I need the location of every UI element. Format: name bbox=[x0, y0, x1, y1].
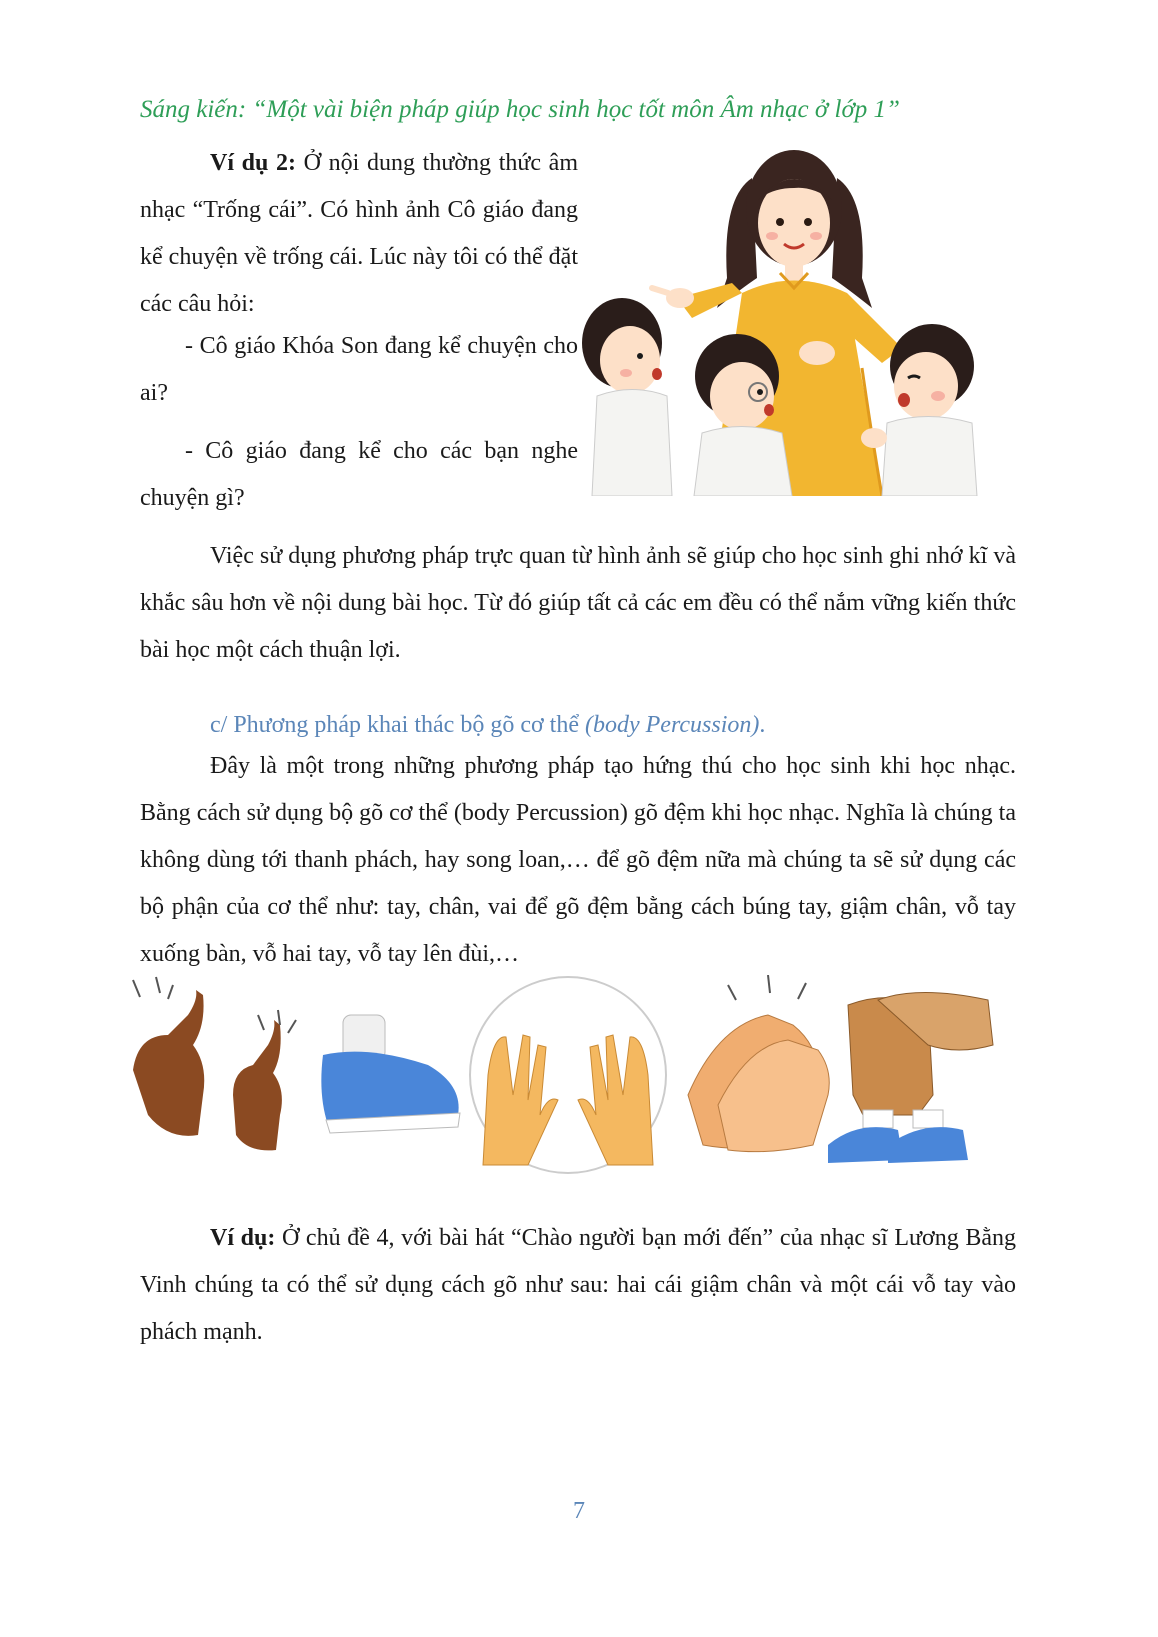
finger-snap-hand-2 bbox=[233, 1010, 296, 1150]
teacher-storytelling-illustration bbox=[582, 138, 984, 496]
finger-snap-hand-1 bbox=[133, 977, 204, 1136]
question-1: - Cô giáo Khóa Son đang kể chuyện cho ai? bbox=[140, 333, 578, 406]
subheading-end: . bbox=[759, 712, 766, 738]
subheading-italic: (body Percussion) bbox=[584, 712, 760, 738]
stomping-shoe bbox=[321, 1015, 460, 1133]
child-left bbox=[582, 298, 672, 496]
example-2-paragraph bbox=[140, 140, 578, 328]
example-text: Ở chủ đề 4, với bài hát “Chào người bạn mới đến” của nhạc sĩ Lương Bằng Vinh chúng ta có thể sử dụng cách gõ như sau: hai cái giậm chân và một cái vỗ tay vào phách mạnh. bbox=[140, 1225, 1017, 1345]
clapping-hands bbox=[688, 975, 829, 1152]
body-percussion-illustrations bbox=[128, 975, 1008, 1175]
example-2-text: Ở nội dung thường thức âm nhạc “Trống cái”. Có hình ảnh Cô giáo đang kể chuyện về trống cái. Lúc này tôi có thể đặt các câu hỏi: bbox=[140, 150, 579, 317]
example-label: Ví dụ: bbox=[210, 1225, 276, 1251]
subheading-text: c/ Phương pháp khai thác bộ gõ cơ thể bbox=[210, 712, 585, 738]
subheading-body-percussion bbox=[210, 712, 765, 739]
page-number: 7 bbox=[573, 1498, 585, 1524]
knee-slap-legs bbox=[828, 993, 993, 1164]
document-header: Sáng kiến: “Một vài biện pháp giúp học sinh học tốt môn Âm nhạc ở lớp 1” bbox=[140, 96, 900, 123]
question-2: - Cô giáo đang kể cho các bạn nghe chuyện gì? bbox=[140, 438, 578, 511]
visual-method-paragraph: Việc sử dụng phương pháp trực quan từ hình ảnh sẽ giúp cho học sinh ghi nhớ kĩ và khắc sâu hơn về nội dung bài học. Từ đó giúp tất cả các em đều có thể nắm vững kiến thức bài học một cách thuận lợi. bbox=[140, 543, 1016, 663]
body-percussion-paragraph: Đây là một trong những phương pháp tạo hứng thú cho học sinh khi học nhạc. Bằng cách sử dụng bộ gõ cơ thể (body Percussion) gõ đệm khi học nhạc. Nghĩa là chúng ta không dùng tới thanh phách, hay song loan,… để gõ đệm nữa mà chúng ta sẽ sử dụng các bộ phận của cơ thể như: tay, chân, vai để gõ đệm bằng cách búng tay, giậm chân, vỗ tay xuống bàn, vỗ hai tay, vỗ tay lên đùi,… bbox=[140, 753, 1016, 967]
example-2-label: Ví dụ 2: bbox=[210, 150, 297, 176]
example-paragraph bbox=[140, 1215, 1016, 1356]
hands-on-table bbox=[470, 977, 666, 1173]
